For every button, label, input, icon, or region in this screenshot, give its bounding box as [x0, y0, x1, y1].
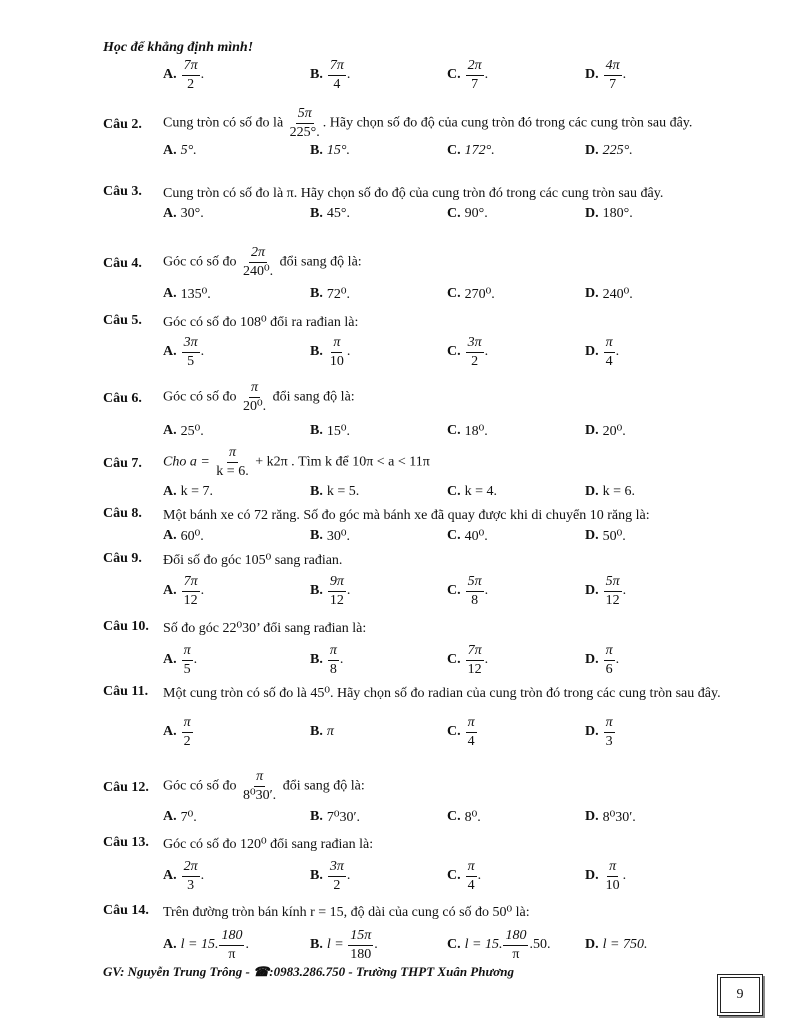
- question-10: Câu 10. Số đo góc 22⁰30’ đổi sang rađian là: A. $\frac{\pi}{5}$ . B. $\frac{\pi}{8}$ . C. $\frac{7\pi}{12}$ . D. $\frac{\pi}{6}$ .: [103, 619, 620, 677]
- question-1-options: [103, 58, 733, 92]
- question-12: Câu 12. Góc có số đo $\frac{\pi}{\text{8⁰30′.}}$ đổi sang độ là: A. 7⁰. B. 7⁰30′. C. 8⁰. D. 8⁰30′.: [103, 769, 636, 825]
- question-14: Câu 14. Trên đường tròn bán kính r = 15, độ dài của cung có số đo 50⁰ là: A. l = 15. $\frac{180}{\pi}$ . B. l = $\frac{15\pi}{180}$ . C. l = 15. $\frac{180}{\pi}$ .50. D. l = 750.: [103, 903, 648, 962]
- question-8: Câu 8. Một bánh xe có 72 răng. Số đo góc mà bánh xe đã quay được khi di chuyển 10 răng là: A. 60⁰. B. 30⁰. C. 40⁰. D. 50⁰.: [103, 506, 650, 544]
- question-2: Câu 2. Cung tròn có số đo là $\frac{5\pi}{225^\circ.}$ . Hãy chọn số đo độ của cung tròn đó trong các cung tròn sau đây. A. 5°. B. 15°. C. 172°. D. 225°.: [103, 106, 693, 158]
- page-number: 9: [717, 974, 763, 1016]
- question-3: Câu 3. Cung tròn có số đo là π. Hãy chọn số đo độ của cung tròn đó trong các cung tròn sau đây. A. 30°. B. 45°. C. 90°. D. 180°.: [103, 184, 664, 221]
- option-a: A. $\frac{7\pi}{2}$ .: [163, 57, 205, 92]
- question-13: Câu 13. Góc có số đo 120⁰ đổi sang rađian là: A. $\frac{2\pi}{3}$ . B. $\frac{3\pi}{2}$ . C. $\frac{\pi}{4}$ . D. $\frac{\pi}{10}$ .: [103, 835, 627, 893]
- option-c: C. $\frac{2\pi}{7}$ .: [447, 57, 489, 92]
- question-6: Câu 6. Góc có số đo $\frac{\pi}{\text{20⁰.}}$ đổi sang độ là: A. 25⁰. B. 15⁰. C. 18⁰. D. 20⁰.: [103, 380, 626, 439]
- option-b: B. $\frac{7\pi}{4}$ .: [310, 57, 351, 92]
- question-4: Câu 4. Góc có số đo $\frac{2\pi}{\text{240⁰.}}$ đổi sang độ là: A. 135⁰. B. 72⁰. C. 270⁰. D. 240⁰.: [103, 245, 633, 302]
- page-footer: GV: Nguyễn Trung Trông - ☎:0983.286.750 - Trường THPT Xuân Phương: [103, 964, 514, 979]
- question-5: Câu 5. Góc có số đo 108⁰ đổi ra rađian là: A. $\frac{3\pi}{5}$ . B. $\frac{\pi}{10}$ . C. $\frac{3\pi}{2}$ . D. $\frac{\pi}{4}$ .: [103, 313, 620, 369]
- option-d: D. $\frac{4\pi}{7}$ .: [585, 57, 627, 92]
- question-11: Câu 11. Một cung tròn có số đo là 45⁰. Hãy chọn số đo radian của cung tròn đó trong các cung tròn sau đây. A. $\frac{\pi}{2}$ B. π C. $\frac{\pi}{4}$ D. $\frac{\pi}{3}$: [103, 684, 721, 749]
- question-9: Câu 9. Đổi số đo góc 105⁰ sang rađian. A. $\frac{7\pi}{12}$ . B. $\frac{9\pi}{12}$ . C. $\frac{5\pi}{8}$ . D. $\frac{5\pi}{12}$ .: [103, 551, 627, 608]
- page-header: Học để khẳng định mình!: [103, 40, 254, 55]
- question-7: Câu 7. Cho a = $\frac{\pi}{k = 6.}$ + k2π . Tìm k để 10π < a < 11π A. k = 7. B. k = 5. C. k = 4. D. k = 6.: [103, 445, 636, 499]
